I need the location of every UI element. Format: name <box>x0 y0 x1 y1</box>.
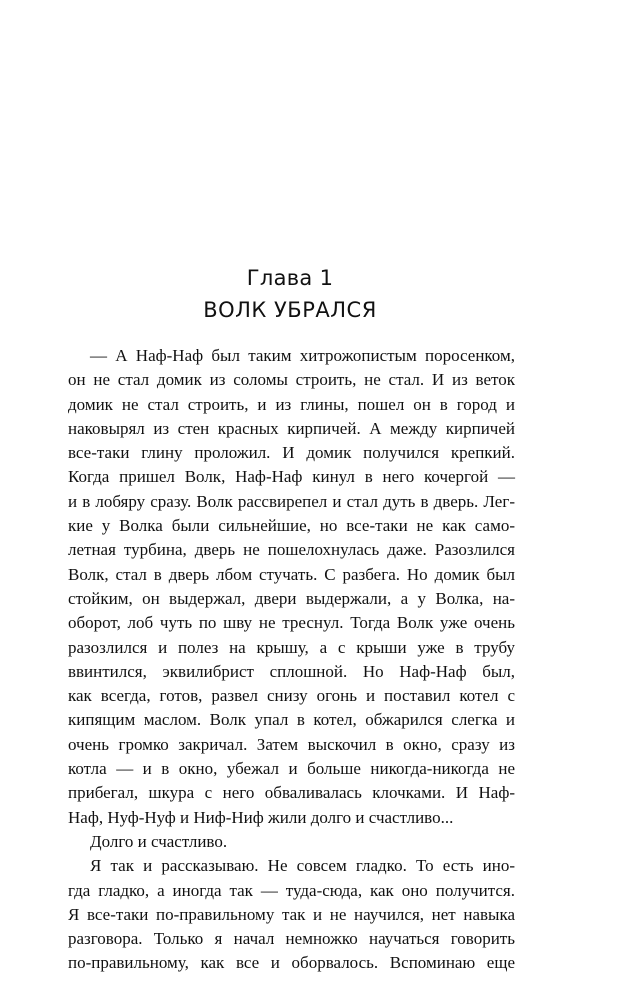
text-line: Я так и рассказываю. Не совсем гладко. То есть ино- <box>90 856 515 876</box>
text-line: Наф, Нуф-Нуф и Ниф-Ниф жили долго и счастливо... <box>68 807 454 827</box>
text-line: разозлился и полез на крышу, а с крыши уже в трубу <box>68 637 515 657</box>
text-line: ввинтился, эквилибрист сплошной. Но Наф-Наф был, <box>68 661 515 681</box>
text-line: домик не стал строить, и из глины, пошел он в город и <box>68 394 515 414</box>
text-line: как всегда, готов, развел снизу огонь и поставил котел с <box>68 686 515 706</box>
text-line: оборот, лоб чуть по шву не треснул. Тогда Волк уже очень <box>68 613 515 633</box>
text-line: по-правильному, как все и оборвалось. Вспоминаю еще <box>68 953 515 973</box>
text-line: стойким, он выдержал, двери выдержали, а у Волка, на- <box>68 588 515 608</box>
text-line: летная турбина, дверь не пошелохнулась даже. Разозлился <box>68 540 515 560</box>
text-line: Волк, стал в дверь лбом стучать. С разбега. Но домик был <box>68 564 515 584</box>
text-line: гда гладко, а иногда так — туда-сюда, как оно получится. <box>68 880 515 900</box>
chapter-number: Глава 1 <box>246 266 334 290</box>
text-line: Я все-таки по-правильному так и не научился, нет навыка <box>68 904 515 924</box>
text-line: разговора. Только я начал немножко научаться говорить <box>68 929 515 949</box>
text-line: кие у Волка были сильнейшие, но все-таки не как само- <box>68 516 515 536</box>
text-line: Когда пришел Волк, Наф-Наф кинул в него кочергой — <box>68 467 515 487</box>
text-line: и в лобяру сразу. Волк рассвирепел и стал дуть в дверь. Лег- <box>68 491 515 511</box>
text-line: котла — и в окно, убежал и больше никогда-никогда не <box>68 759 515 779</box>
chapter-title: ВОЛК УБРАЛСЯ <box>203 298 377 322</box>
text-line: он не стал домик из соломы строить, не стал. И из веток <box>68 370 515 390</box>
text-line: наковырял из стен красных кирпичей. А между кирпичей <box>68 418 515 438</box>
text-line: Долго и счастливо. <box>90 831 228 851</box>
text-line: очень громко закричал. Затем выскочил в окно, сразу из <box>68 734 515 754</box>
text-line: прибегал, шкура с него обваливалась клочками. И Наф- <box>68 783 515 803</box>
text-line: все-таки глину проложил. И домик получился крепкий. <box>68 443 515 463</box>
text-line: кипящим маслом. Волк упал в котел, обжарился слегка и <box>68 710 515 730</box>
text-line: — А Наф-Наф был таким хитрожопистым поросенком, <box>90 346 515 365</box>
chapter-body-text <box>68 344 515 976</box>
